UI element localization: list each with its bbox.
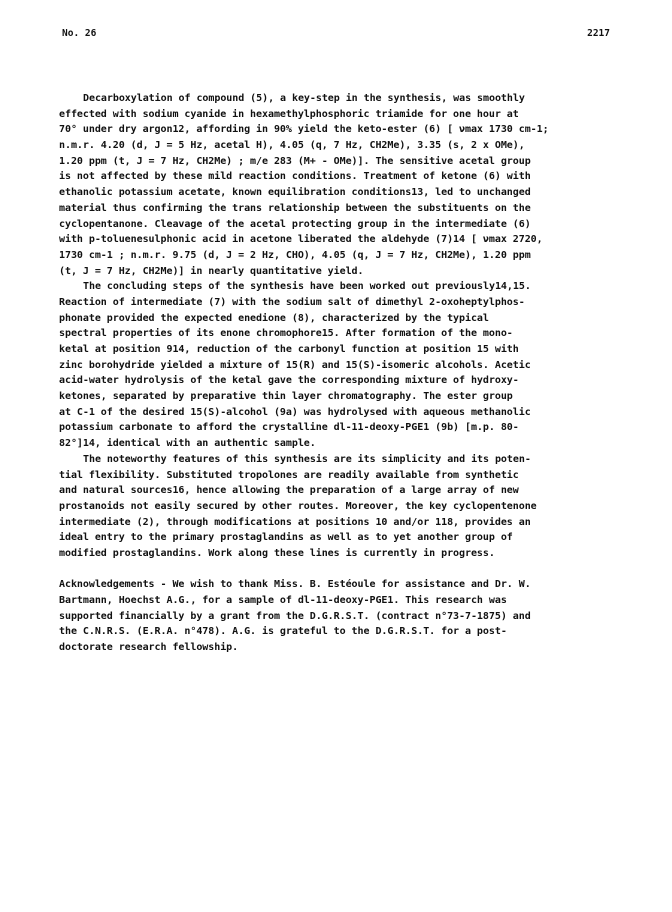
text-line: potassium carbonate to afford the crystalline dl-11-deoxy-PGE1 (9b) [m.p. 80-: [59, 422, 519, 434]
text-line: zinc borohydride yielded a mixture of 15(R) and 15(S)-isomeric alcohols. Acetic: [59, 359, 531, 371]
text-line: modified prostaglandins. Work along these lines is currently in progress.: [59, 547, 495, 559]
text-line: Acknowledgements - We wish to thank Miss. B. Estéoule for assistance and Dr. W.: [59, 579, 531, 591]
text-line: ketal at position 914, reduction of the carbonyl function at position 15 with: [59, 344, 519, 355]
text-line: 1.20 ppm (t, J = 7 Hz, CH2Me) ; m/e 283 (M+ - OMe)]. The sensitive acetal group: [59, 155, 531, 167]
section-spacer: [59, 562, 619, 578]
text-line: effected with sodium cyanide in hexamethylphosphoric triamide for one hour at: [59, 108, 519, 120]
text-line: ketones, separated by preparative thin layer chromatography. The ester group: [59, 391, 513, 403]
text-line: Decarboxylation of compound (5), a key-step in the synthesis, was smoothly: [83, 93, 525, 104]
text-line: doctorate research fellowship.: [59, 642, 239, 654]
text-line: supported financially by a grant from the D.G.R.S.T. (contract n°73-7-1875) and: [59, 610, 531, 622]
text-line: material thus confirming the trans relationship between the substituents on the: [59, 202, 531, 214]
text-line: The noteworthy features of this synthesis are its simplicity and its poten-: [83, 453, 531, 465]
journal-issue-number: No. 26: [62, 28, 97, 39]
text-line: with p-toluenesulphonic acid in acetone liberated the aldehyde (7)14 [ νmax 2720,: [59, 234, 543, 246]
article-body: [59, 91, 619, 656]
text-line: cyclopentanone. Cleavage of the acetal protecting group in the intermediate (6): [59, 218, 531, 230]
text-line: spectral properties of its enone chromophore15. After formation of the mono-: [59, 328, 513, 340]
text-line: ideal entry to the primary prostaglandins as well as to yet another group of: [59, 532, 513, 544]
page-number: 2217: [587, 28, 610, 39]
text-line: 82°]14, identical with an authentic sample.: [59, 438, 316, 450]
text-line: 1730 cm-1 ; n.m.r. 9.75 (d, J = 2 Hz, CHO), 4.05 (q, J = 7 Hz, CH2Me), 1.20 ppm: [59, 249, 531, 261]
text-line: at C-1 of the desired 15(S)-alcohol (9a) was hydrolysed with aqueous methanolic: [59, 406, 531, 418]
acknowledgements-paragraph: [59, 577, 619, 655]
text-line: tial flexibility. Substituted tropolones are readily available from synthetic: [59, 469, 519, 481]
body-paragraph: [59, 452, 619, 562]
text-line: is not affected by these mild reaction conditions. Treatment of ketone (6) with: [59, 171, 531, 183]
text-line: 70° under dry argon12, affording in 90% yield the keto-ester (6) [ νmax 1730 cm-1;: [59, 124, 549, 136]
text-line: Bartmann, Hoechst A.G., for a sample of dl-11-deoxy-PGE1. This research was: [59, 595, 507, 606]
text-line: Reaction of intermediate (7) with the sodium salt of dimethyl 2-oxoheptylphos-: [59, 296, 525, 308]
body-paragraph: [59, 91, 619, 279]
text-line: acid-water hydrolysis of the ketal gave the corresponding mixture of hydroxy-: [59, 375, 519, 387]
text-line: phonate provided the expected enedione (8), characterized by the typical: [59, 312, 489, 324]
text-line: (t, J = 7 Hz, CH2Me)] in nearly quantitative yield.: [59, 265, 364, 277]
text-line: prostanoids not easily secured by other routes. Moreover, the key cyclopentenone: [59, 500, 537, 512]
text-line: intermediate (2), through modifications at positions 10 and/or 118, provides an: [59, 516, 531, 528]
text-line: n.m.r. 4.20 (d, J = 5 Hz, acetal H), 4.05 (q, 7 Hz, CH2Me), 3.35 (s, 2 x OMe),: [59, 140, 525, 152]
body-paragraph: [59, 279, 619, 452]
text-line: The concluding steps of the synthesis have been worked out previously14,15.: [83, 281, 531, 293]
text-line: the C.N.R.S. (E.R.A. n°478). A.G. is grateful to the D.G.R.S.T. for a post-: [59, 626, 507, 638]
text-line: ethanolic potassium acetate, known equilibration conditions13, led to unchanged: [59, 187, 531, 199]
text-line: and natural sources16, hence allowing the preparation of a large array of new: [59, 485, 519, 497]
